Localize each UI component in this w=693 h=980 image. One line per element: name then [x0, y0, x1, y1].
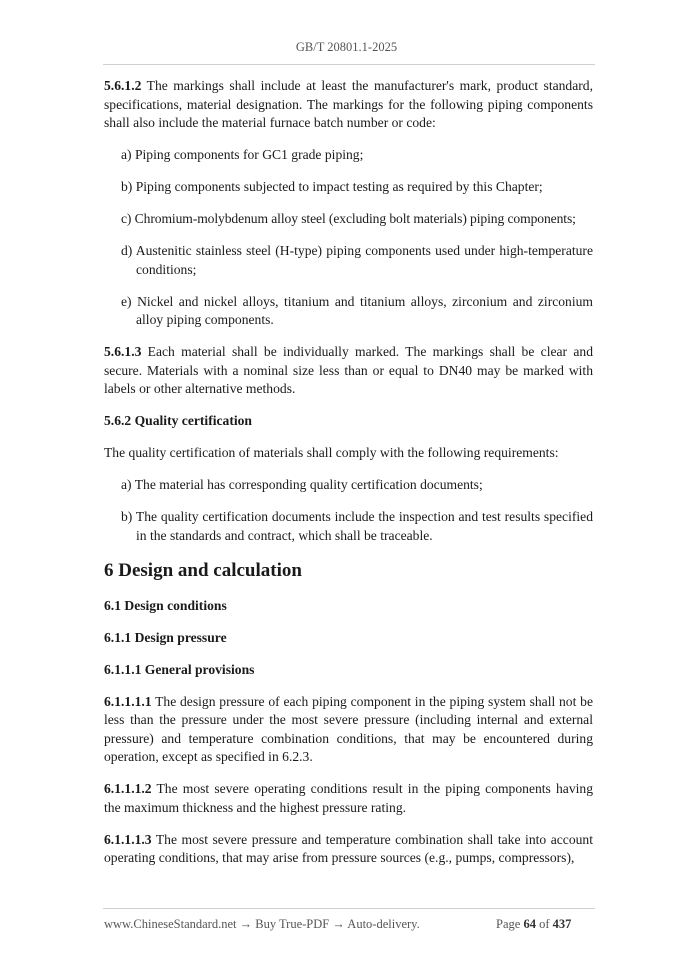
clause-number: 5.6.1.3 — [104, 344, 142, 359]
clause-text: The markings shall include at least the manufacturer's mark, product standard, specifications, material designation. The markings for the following piping components shall also include the material furnace batch number or code: — [104, 78, 593, 130]
heading-6-1-1-1: 6.1.1.1 General provisions — [104, 661, 255, 677]
footer-link[interactable]: www.ChineseStandard.net → Buy True-PDF → Auto-delivery. — [104, 917, 420, 931]
clause-number: 6.1.1.1.1 — [104, 693, 152, 709]
list-item: b) The quality certification documents include the inspection and test results specified in the standards and contract, which shall be traceable. — [121, 509, 593, 543]
paragraph-quality-intro: The quality certification of materials shall comply with the following requirements: — [104, 445, 559, 460]
section-heading-6: 6 Design and calculation — [104, 559, 302, 581]
clause-5-6-1-2 — [104, 77, 593, 133]
clause-6-1-1-1-3 — [104, 831, 593, 868]
clause-6-1-1-1-2 — [104, 780, 593, 817]
clause-text: The most severe operating conditions result in the piping components having the maximum thickness and the highest pressure rating. — [104, 781, 593, 815]
list-item: b) Piping components subjected to impact testing as required by this Chapter; — [121, 179, 543, 194]
list-item: a) The material has corresponding quality certification documents; — [121, 477, 483, 492]
list-item: c) Chromium-molybdenum alloy steel (excluding bolt materials) piping components; — [121, 211, 576, 226]
list-item: a) Piping components for GC1 grade piping; — [121, 147, 364, 162]
clause-text: The design pressure of each piping component in the piping system shall not be less than the pressure under the most severe pressure (including internal and external pressure) and temperature combination conditions, that may be encountered during operation, except as specified in 6.2.3. — [104, 693, 593, 764]
heading-6-1-1: 6.1.1 Design pressure — [104, 629, 227, 645]
clause-number: 5.6.1.2 — [104, 78, 142, 93]
page-indicator — [496, 917, 571, 932]
page-label: Page — [496, 917, 521, 931]
page-number: 64 — [523, 917, 536, 931]
list-item: d) Austenitic stainless steel (H-type) piping components used under high-temperature conditions; — [121, 243, 593, 277]
page-header-title: GB/T 20801.1-2025 — [295, 40, 398, 54]
clause-number: 6.1.1.1.2 — [104, 781, 152, 796]
clause-5-6-1-3 — [104, 343, 593, 399]
clause-text: Each material shall be individually marked. The markings shall be clear and secure. Materials with a nominal size less than or equal to DN40 may be marked with labels or other alternative methods. — [104, 344, 593, 396]
of-label: of — [539, 917, 550, 931]
header-divider — [103, 64, 595, 65]
page-body — [104, 77, 593, 881]
list-item: e) Nickel and nickel alloys, titanium and titanium alloys, zirconium and zirconium alloy piping components. — [121, 293, 593, 327]
footer-divider — [103, 908, 595, 909]
page-total: 437 — [552, 917, 572, 931]
heading-5-6-2: 5.6.2 Quality certification — [104, 413, 252, 428]
clause-text: The most severe pressure and temperature combination shall take into account operating conditions, that may arise from pressure sources (e.g., pumps, compressors), — [104, 831, 593, 865]
clause-number: 6.1.1.1.3 — [104, 831, 152, 847]
heading-6-1: 6.1 Design conditions — [104, 597, 227, 613]
clause-6-1-1-1-1 — [104, 693, 593, 767]
